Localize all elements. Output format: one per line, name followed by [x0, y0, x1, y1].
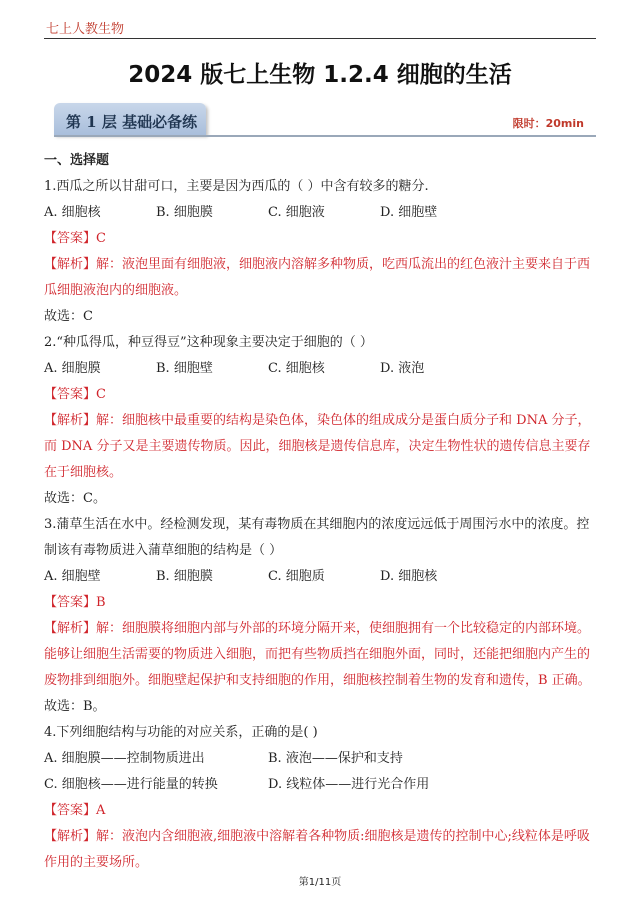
option-c: C. 细胞液: [268, 205, 325, 220]
analysis-tag: 【解析】: [44, 621, 97, 636]
question-3-answer: 【答案】B: [44, 595, 106, 610]
time-limit: 限时：20min: [512, 117, 584, 130]
option-d: D. 液泡: [380, 361, 425, 376]
option-b: B. 液泡——保护和支持: [268, 751, 403, 766]
question-1-conclusion: 故选：C: [44, 309, 93, 324]
section-heading: 一、选择题: [44, 153, 110, 168]
option-d: D. 细胞核: [380, 569, 438, 584]
option-b: B. 细胞膜: [156, 569, 213, 584]
option-a: A. 细胞核: [44, 205, 101, 220]
analysis-tag: 【解析】: [44, 829, 97, 844]
question-2-analysis: [44, 408, 600, 486]
header-label: 七上人教生物: [46, 22, 125, 37]
question-2-options: [44, 356, 600, 382]
analysis-text: 解：液泡里面有细胞液，细胞液内溶解多种物质，吃西瓜流出的红色液汁主要来自于西瓜细胞液泡内的细胞液。: [44, 257, 591, 298]
question-1-stem: 1.西瓜之所以甘甜可口，主要是因为西瓜的（ ）中含有较多的糖分.: [44, 179, 429, 194]
question-3-conclusion: 故选：B。: [44, 699, 106, 714]
question-1-analysis: [44, 252, 600, 304]
option-a: A. 细胞膜: [44, 361, 101, 376]
question-3-analysis: [44, 616, 600, 694]
section-banner: [44, 103, 596, 137]
option-a: A. 细胞壁: [44, 569, 101, 584]
analysis-text: 解：细胞膜将细胞内部与外部的环境分隔开来，使细胞拥有一个比较稳定的内部环境。能够让细胞生活需要的物质进入细胞，而把有些物质挡在细胞外面，同时，还能把细胞内产生的废物排到细胞外。细胞壁起保护和支持细胞的作用，细胞核控制着生物的发育和遗传，B 正确。: [44, 621, 591, 688]
question-3-stem: 3.蒲草生活在水中。经检测发现，某有毒物质在其细胞内的浓度远远低于周围污水中的浓度。控制该有毒物质进入蒲草细胞的结构是（ ）: [44, 517, 590, 558]
analysis-tag: 【解析】: [44, 413, 97, 428]
question-4-analysis: [44, 824, 600, 876]
question-2-answer: 【答案】C: [44, 387, 106, 402]
banner-label: 第 1 层 基础必备练: [66, 113, 198, 131]
question-content: [44, 148, 600, 876]
page-title: 2024 版七上生物 1.2.4 细胞的生活: [128, 62, 512, 88]
question-1-answer: 【答案】C: [44, 231, 106, 246]
banner-divider: [54, 135, 596, 137]
question-4-stem: 4.下列细胞结构与功能的对应关系，正确的是( ): [44, 725, 318, 740]
option-c: C. 细胞核——进行能量的转换: [44, 777, 218, 792]
option-a: A. 细胞膜——控制物质进出: [44, 751, 205, 766]
question-3-options: [44, 564, 600, 590]
analysis-text: 解：细胞核中最重要的结构是染色体，染色体的组成成分是蛋白质分子和 DNA 分子，而 DNA 分子又是主要遗传物质。因此，细胞核是遗传信息库，决定生物性状的遗传信息主要存在于细胞核。: [44, 413, 591, 480]
option-d: D. 细胞壁: [380, 205, 438, 220]
question-4-answer: 【答案】A: [44, 803, 106, 818]
question-2-stem: 2.“种瓜得瓜，种豆得豆”这种现象主要决定于细胞的（ ）: [44, 335, 373, 350]
page-header: [44, 10, 596, 39]
question-1-options: [44, 200, 600, 226]
question-4-options-row-2: [44, 772, 600, 798]
option-c: C. 细胞核: [268, 361, 325, 376]
question-2-conclusion: 故选：C。: [44, 491, 106, 506]
analysis-tag: 【解析】: [44, 257, 97, 272]
option-d: D. 线粒体——进行光合作用: [268, 777, 430, 792]
question-4-options-row-1: [44, 746, 600, 772]
option-b: B. 细胞壁: [156, 361, 213, 376]
page-number: 第1/11页: [298, 877, 342, 888]
option-c: C. 细胞质: [268, 569, 325, 584]
option-b: B. 细胞膜: [156, 205, 213, 220]
analysis-text: 解：液泡内含细胞液,细胞液中溶解着各种物质:细胞核是遗传的控制中心;线粒体是呼吸作用的主要场所。: [44, 829, 590, 870]
